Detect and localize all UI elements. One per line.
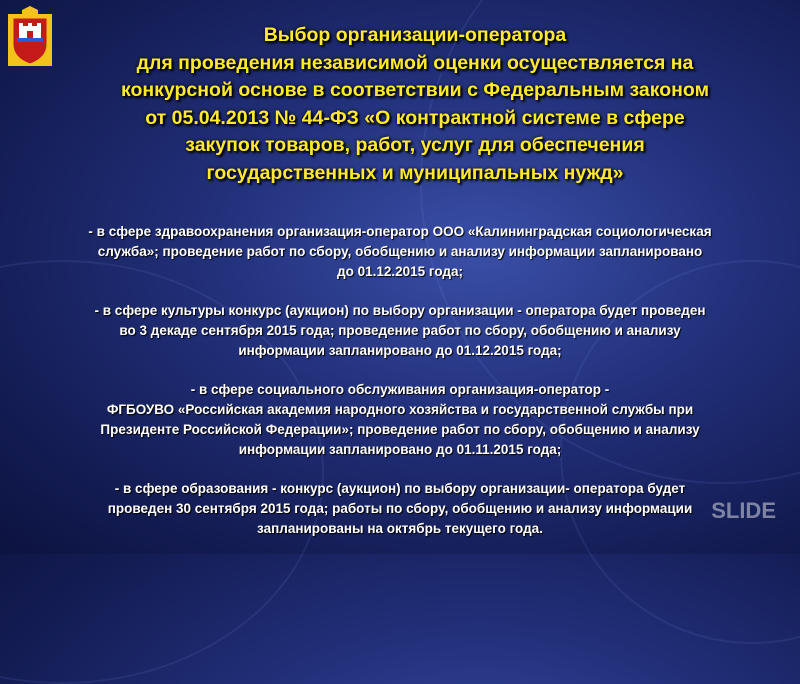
body-line: - в сфере здравоохранения организация-оператор ООО «Калининградская социологическая: [88, 224, 712, 239]
body-line: - в сфере социального обслуживания организация-оператор -: [190, 382, 610, 398]
body-line: - в сфере культуры конкурс (аукцион) по выбору организации - оператора будет проведен: [94, 303, 706, 319]
body-line: до 01.12.2015 года;: [337, 263, 463, 279]
slide-title: [40, 22, 790, 187]
title-line: от 05.04.2013 № 44-ФЗ «О контрактной системе в сфере: [145, 106, 685, 129]
watermark: SLIDE: [711, 498, 776, 523]
body-line: служба»; проведение работ по сбору, обобщению и анализу информации запланировано: [97, 243, 703, 259]
paragraph-social-services: [0, 380, 800, 459]
paragraph-education: [0, 479, 800, 538]
body-line: во 3 декаде сентября 2015 года; проведение работ по сбору, обобщению и анализу: [119, 322, 681, 338]
body-line: запланированы на октябрь текущего года.: [257, 520, 543, 536]
title-line: закупок товаров, работ, услуг для обеспечения: [185, 134, 645, 156]
title-line: государственных и муниципальных нужд»: [206, 161, 624, 184]
body-line: информации запланировано до 01.12.2015 года;: [238, 342, 562, 358]
paragraph-healthcare: [0, 222, 800, 281]
title-line: конкурсной основе в соответствии с Федеральным законом: [120, 79, 710, 101]
body-line: проведен 30 сентября 2015 года; работы по сбору, обобщению и анализу информации: [107, 501, 693, 517]
body-line: Президенте Российской Федерации»; проведение работ по сбору, обобщению и анализу: [100, 421, 700, 437]
body-line: - в сфере образования - конкурс (аукцион) по выбору организации- оператора будет: [114, 481, 686, 497]
body-line: ФГБОУВО «Российская академия народного хозяйства и государственной службы при: [106, 402, 694, 418]
body-line: информации запланировано до 01.11.2015 года;: [238, 441, 562, 457]
slide-body: [0, 222, 800, 559]
title-line: Выбор организации-оператора: [263, 24, 567, 46]
paragraph-culture: [0, 301, 800, 360]
title-line: для проведения независимой оценки осуществляется на: [136, 51, 694, 74]
